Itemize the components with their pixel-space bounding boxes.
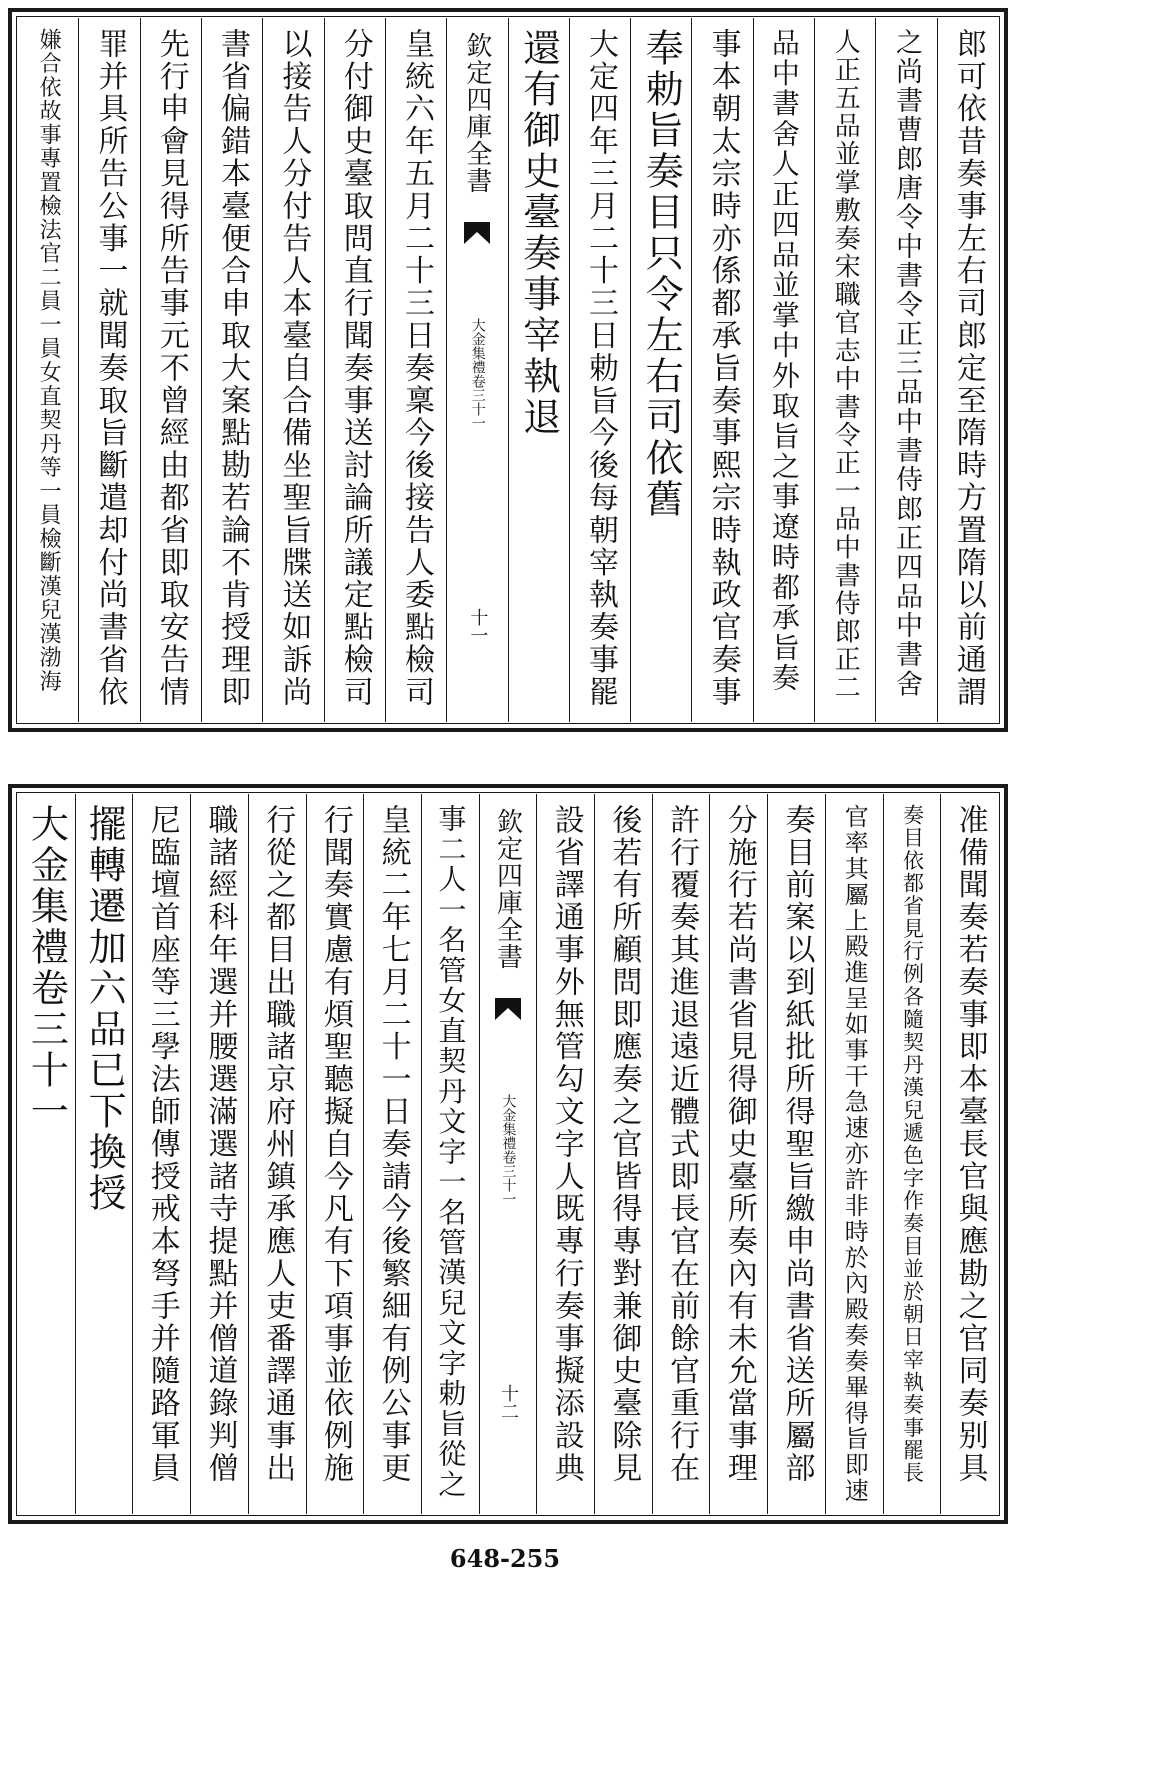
- column-text: 大金集禮卷三十一: [24, 804, 69, 1132]
- column-text: 品中書舍人正四品並掌中外取旨之事遼時都承旨奏: [767, 28, 801, 694]
- center-column: [479, 794, 537, 1514]
- text-column: [18, 18, 78, 722]
- text-column: [78, 18, 139, 722]
- text-column: [569, 18, 630, 722]
- column-text: 尼臨壇首座等三學法師傳授戒本弩手并隨路軍員: [144, 804, 180, 1485]
- text-column: [248, 794, 306, 1514]
- column-text: 後若有所顧問即應奏之官皆得專對兼御史臺除見: [606, 804, 642, 1485]
- text-column: [306, 794, 364, 1514]
- text-column: [140, 18, 201, 722]
- text-column: [825, 794, 883, 1514]
- text-column: [75, 794, 133, 1514]
- column-text: 事本朝太宗時亦係都承旨奏事熙宗時執政官奏事: [705, 28, 741, 709]
- column-text: 先行申會見得所告事元不曾經由都省即取安告情: [153, 28, 189, 709]
- text-column: [324, 18, 385, 722]
- text-column: [262, 18, 323, 722]
- column-text: 人正五品並掌敷奏宋職官志中書令正一品中書侍郎正二: [830, 28, 861, 702]
- page-number: 十一: [467, 608, 489, 644]
- page-bottom: [8, 784, 1008, 1524]
- text-column: [709, 794, 767, 1514]
- text-column: [652, 794, 710, 1514]
- column-grid: [18, 794, 998, 1514]
- column-text: 行聞奏實慮有煩聖聽擬自今凡有下項事並依例施: [317, 804, 353, 1485]
- column-text: 擺轉遷加六品已下換授: [82, 804, 127, 1214]
- column-text: 分施行若尚書省見得御史臺所奏內有未允當事理: [721, 804, 757, 1485]
- column-text: 奉勅旨奏目只令左右司依舊: [639, 28, 684, 520]
- text-column: [508, 18, 569, 722]
- text-column: [536, 794, 594, 1514]
- text-column: [132, 794, 190, 1514]
- text-column: [767, 794, 825, 1514]
- text-column: [385, 18, 446, 722]
- text-column: [937, 18, 998, 722]
- column-text: 皇統二年七月二十一日奏請今後繁細有例公事更: [375, 804, 411, 1485]
- text-column: [753, 18, 814, 722]
- column-text: 奏目前案以到紙批所得聖旨繳申尚書省送所屬部: [779, 804, 815, 1485]
- column-text: 事二人一名管女直契丹文字一名管漢兒文字勅旨從之: [434, 804, 468, 1500]
- column-grid: [18, 18, 998, 722]
- column-text: 之尚書曹郎唐令中書令正三品中書侍郎正四品中書舍: [891, 28, 923, 699]
- text-column: [201, 18, 262, 722]
- text-column: [594, 794, 652, 1514]
- volume-title: 大金集禮卷三十一: [500, 1094, 517, 1206]
- text-column: [814, 18, 875, 722]
- column-text: 職諸經科年選并腰選滿選諸寺提點并僧道錄判僧: [202, 804, 238, 1485]
- column-text: 罪并具所告公事一就聞奏取旨斷遣却付尚書省依: [92, 28, 128, 709]
- page-number: 十二: [498, 1384, 520, 1420]
- text-column: [630, 18, 691, 722]
- column-text: 書省偏錯本臺便合申取大案點勘若論不肯授理即: [215, 28, 251, 709]
- column-text: 設省譯通事外無管勾文字人既專行奏事擬添設典: [548, 804, 584, 1485]
- column-text: 奏目依都省見行例各隨契丹漢兒遞色字作奏目並於朝日宰執奏事罷長: [900, 804, 925, 1485]
- page-top: [8, 8, 1008, 732]
- column-text: 分付御史臺取問直行聞奏事送討論所議定點檢司: [337, 28, 373, 709]
- text-column: [18, 794, 75, 1514]
- fish-tail-mark-icon: [495, 998, 521, 1020]
- volume-title: 大金集禮卷三十一: [469, 318, 486, 430]
- text-column: [363, 794, 421, 1514]
- column-text: 嫌合依故事專置檢法官二員一員女直契丹等一員檢斷漢兒漢渤海: [36, 28, 62, 694]
- column-text: 官率其屬上殿進呈如事干急速亦許非時於內殿奏奏畢得旨即速: [840, 804, 869, 1504]
- center-column: [446, 18, 507, 722]
- column-text: 皇統六年五月二十三日奏稟今後接告人委點檢司: [399, 28, 435, 709]
- text-column: [940, 794, 998, 1514]
- text-column: [875, 18, 936, 722]
- text-column: [691, 18, 752, 722]
- column-text: 還有御史臺奏事宰執退: [516, 28, 561, 438]
- page-reference: 648-255: [449, 1544, 561, 1573]
- text-column: [883, 794, 941, 1514]
- column-text: 行從之都目出職諸京府州鎮承應人吏番譯通事出: [260, 804, 296, 1485]
- column-text: 大定四年三月二十三日勅旨今後每朝宰執奏事罷: [582, 28, 618, 709]
- column-text: 郎可依昔奏事左右司郎定至隋時方置隋以前通謂: [950, 28, 986, 709]
- column-text: 許行覆奏其進退遠近體式即長官在前餘官重行在: [664, 804, 700, 1485]
- column-text: 以接告人分付告人本臺自合備坐聖旨牒送如訴尚: [276, 28, 312, 709]
- text-column: [190, 794, 248, 1514]
- book-title: 欽定四庫全書: [492, 808, 523, 970]
- fish-tail-mark-icon: [464, 222, 490, 244]
- text-column: [421, 794, 479, 1514]
- book-title: 欽定四庫全書: [461, 32, 492, 194]
- column-text: 准備聞奏若奏事即本臺長官與應勘之官同奏别具: [952, 804, 988, 1485]
